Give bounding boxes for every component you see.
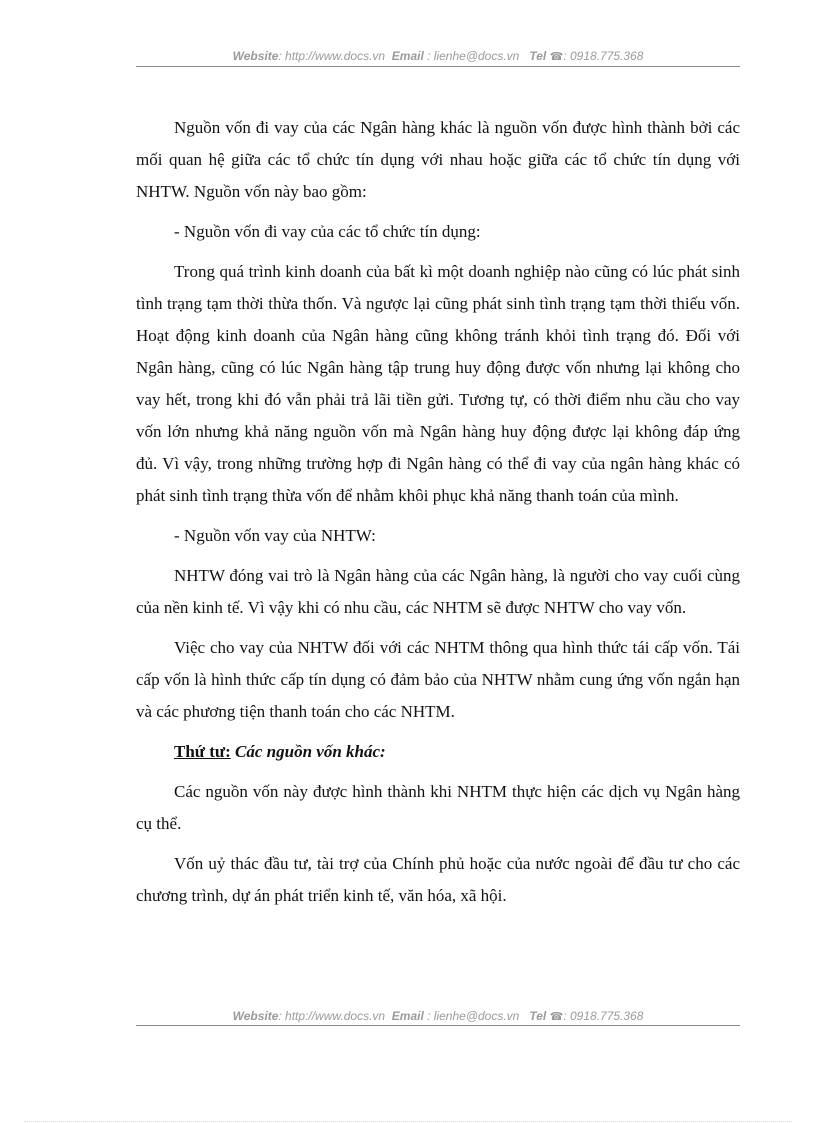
paragraph-7: Các nguồn vốn này được hình thành khi NHTM thực hiện các dịch vụ Ngân hàng cụ thể. [136, 782, 740, 833]
footer-website-label: Website [232, 1009, 279, 1023]
footer-email-value[interactable]: : lienhe@docs.vn [427, 1009, 520, 1023]
header-website-value[interactable]: : http://www.docs.vn [278, 49, 386, 63]
paragraph-5: NHTW đóng vai trò là Ngân hàng của các Ngân hàng, là người cho vay cuối cùng của nền kinh tế. Vì vậy khi có nhu cầu, các NHTM sẽ được NHTW cho vay vốn. [136, 566, 740, 617]
paragraph-2: - Nguồn vốn đi vay của các tổ chức tín dụng: [174, 222, 481, 241]
phone-icon: ☎ [549, 1011, 564, 1023]
paragraph-8: Vốn uỷ thác đầu tư, tài trợ của Chính phủ hoặc của nước ngoài để đầu tư cho các chương trình, dự án phát triển kinh tế, văn hóa, xã hội. [136, 854, 740, 905]
footer-tel-label: Tel [529, 1009, 547, 1023]
footer-website-value[interactable]: : http://www.docs.vn [278, 1009, 386, 1023]
header-tel-label: Tel [529, 49, 547, 63]
phone-icon: ☎ [549, 51, 564, 63]
section-heading [136, 736, 740, 768]
paragraph-1: Nguồn vốn đi vay của các Ngân hàng khác là nguồn vốn được hình thành bởi các mối quan hệ giữa các tổ chức tín dụng với nhau hoặc giữa các tổ chức tín dụng với NHTW. Nguồn vốn này bao gồm: [136, 118, 740, 201]
paragraph-4: - Nguồn vốn vay của NHTW: [174, 526, 376, 545]
footer-tel-value: : 0918.775.368 [563, 1009, 644, 1023]
section-heading-label: Thứ tư: [174, 742, 231, 761]
footer-email-label: Email [391, 1009, 424, 1023]
header-rule [136, 66, 740, 67]
header-website-label: Website [232, 49, 279, 63]
page-header [136, 48, 740, 65]
header-email-value[interactable]: : lienhe@docs.vn [427, 49, 520, 63]
page-footer [136, 1008, 740, 1025]
footer-rule [136, 1025, 740, 1026]
header-email-label: Email [391, 49, 424, 63]
paragraph-3: Trong quá trình kinh doanh của bất kì một doanh nghiệp nào cũng có lúc phát sinh tình trạng tạm thời thừa thốn. Và ngược lại cũng phát sinh tình trạng tạm thời thiếu vốn. Hoạt động kinh doanh của Ngân hàng cũng không tránh khỏi tình trạng đó. Đối với Ngân hàng, cũng có lúc Ngân hàng tập trung huy động được vốn nhưng lại không cho vay hết, trong khi đó vẫn phải trả lãi tiền gửi. Tương tự, có thời điểm nhu cầu cho vay vốn lớn nhưng khả năng nguồn vốn mà Ngân hàng huy động được lại không đáp ứng đủ. Vì vậy, trong những trường hợp đi Ngân hàng có thể đi vay của ngân hàng khác có phát sinh tình trạng thừa vốn để nhằm khôi phục khả năng thanh toán của mình. [136, 262, 740, 505]
section-heading-title: Các nguồn vốn khác: [235, 742, 386, 761]
paragraph-6: Việc cho vay của NHTW đối với các NHTM thông qua hình thức tái cấp vốn. Tái cấp vốn là hình thức cấp tín dụng có đảm bảo của NHTW nhằm cung ứng vốn ngắn hạn và các phương tiện thanh toán cho các NHTM. [136, 638, 740, 721]
page-bottom-border [24, 1121, 792, 1122]
header-tel-value: : 0918.775.368 [563, 49, 644, 63]
document-body [136, 112, 740, 920]
